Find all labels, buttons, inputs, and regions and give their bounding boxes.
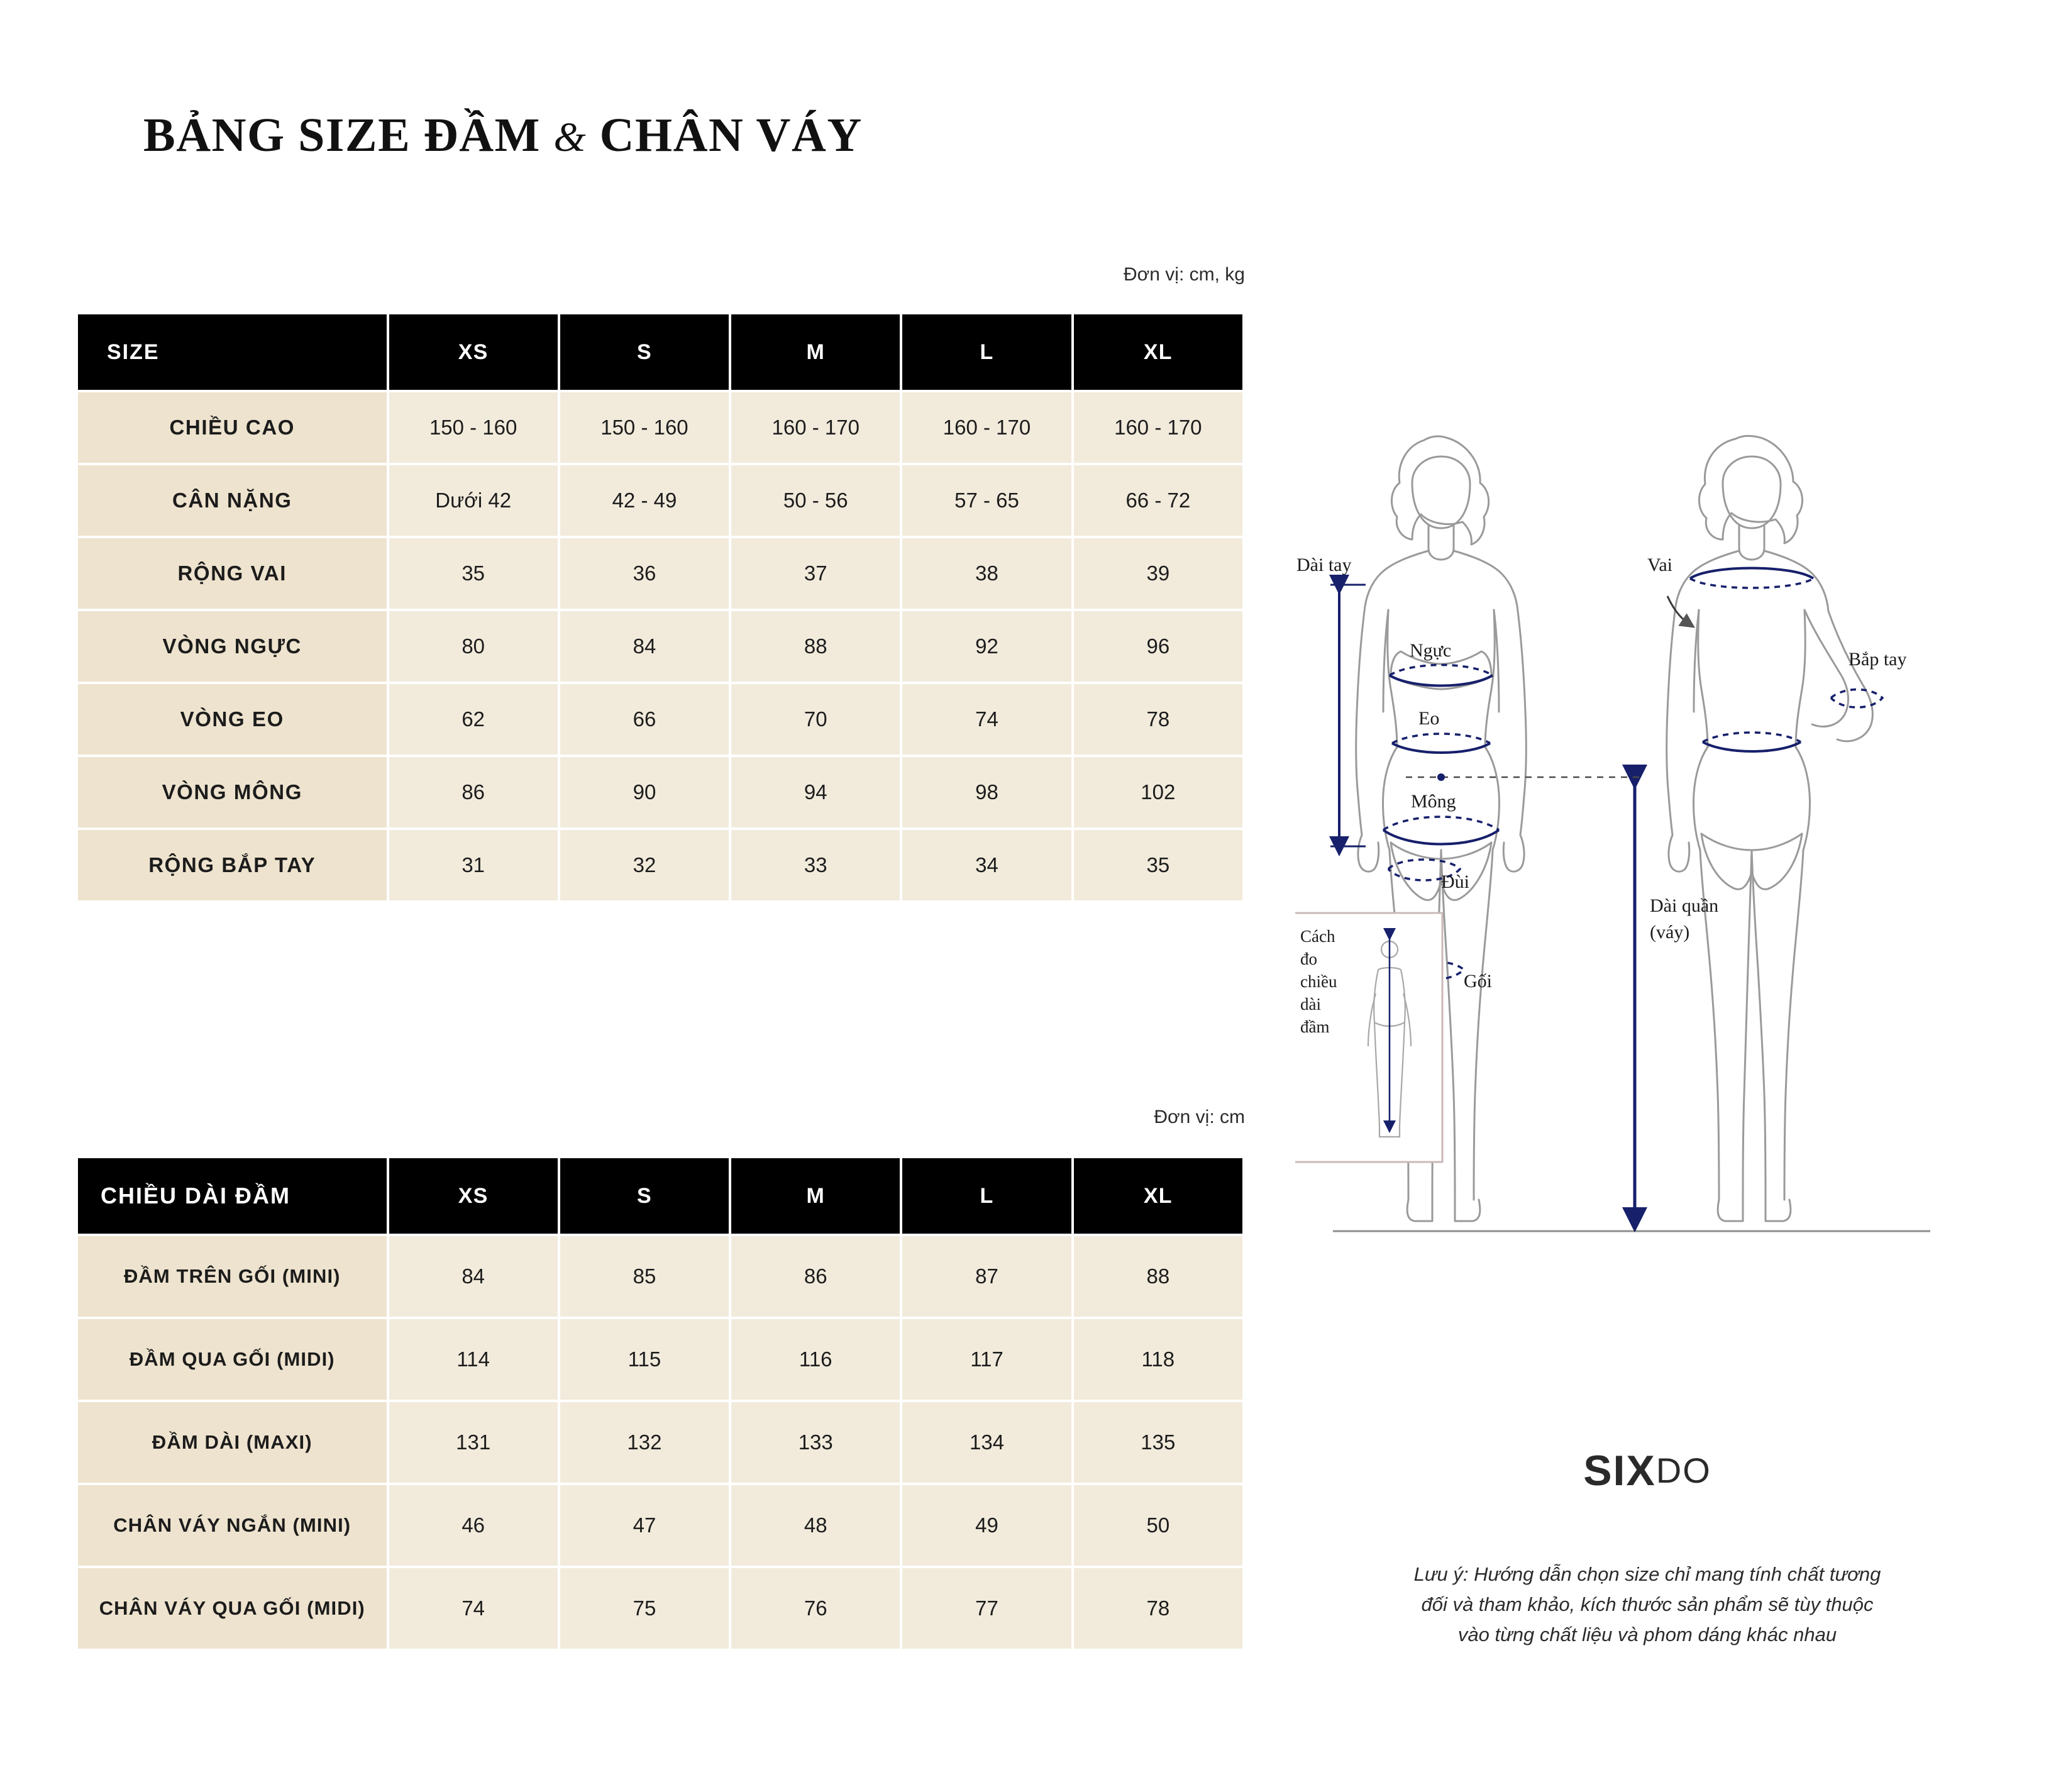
- label-bust: Ngực: [1410, 640, 1452, 661]
- cell-value: 116: [731, 1319, 900, 1400]
- cell-value: 32: [560, 830, 729, 900]
- page-title-ampersand: &: [553, 114, 587, 160]
- label-thigh: Đùi: [1441, 871, 1469, 892]
- cell-value: 88: [1074, 1236, 1242, 1317]
- cell-value: 49: [902, 1485, 1071, 1566]
- cell-value: 46: [389, 1485, 558, 1566]
- cell-value: 34: [902, 830, 1071, 900]
- column-header-l: L: [902, 314, 1071, 390]
- label-upper-arm: Bắp tay: [1849, 649, 1907, 670]
- cell-value: 92: [902, 611, 1071, 682]
- cell-value: 90: [560, 757, 729, 827]
- inset-line-3: chiều: [1300, 972, 1337, 991]
- cell-value: 134: [902, 1402, 1071, 1483]
- cell-value: 160 - 170: [902, 392, 1071, 463]
- cell-value: 88: [731, 611, 900, 682]
- row-label: RỘNG BẮP TAY: [78, 830, 387, 900]
- cell-value: 150 - 160: [389, 392, 558, 463]
- unit-caption-bottom: Đơn vị: cm: [1154, 1107, 1245, 1127]
- table-row: [78, 1568, 1242, 1649]
- row-label: CÂN NẶNG: [78, 465, 387, 536]
- inset-line-5: đầm: [1300, 1017, 1330, 1036]
- cell-value: 131: [389, 1402, 558, 1483]
- page-title-main: BẢNG SIZE ĐẦM: [143, 109, 541, 162]
- column-header-xl: XL: [1074, 1158, 1242, 1234]
- table-row: [78, 392, 1242, 463]
- table-row: [78, 611, 1242, 682]
- column-header-m: M: [731, 1158, 900, 1234]
- row-label: VÒNG MÔNG: [78, 757, 387, 827]
- page-title: [143, 108, 863, 163]
- column-header-s: S: [560, 314, 729, 390]
- column-header-s: S: [560, 1158, 729, 1234]
- cell-value: 115: [560, 1319, 729, 1400]
- row-label: CHÂN VÁY NGẮN (MINI): [78, 1485, 387, 1566]
- measurement-illustration: [1295, 402, 1999, 1421]
- row-label: ĐẦM TRÊN GỐI (MINI): [78, 1236, 387, 1317]
- cell-value: 132: [560, 1402, 729, 1483]
- cell-value: 150 - 160: [560, 392, 729, 463]
- cell-value: 96: [1074, 611, 1242, 682]
- column-header-xl: XL: [1074, 314, 1242, 390]
- cell-value: 86: [731, 1236, 900, 1317]
- cell-value: 76: [731, 1568, 900, 1649]
- cell-value: 74: [902, 684, 1071, 755]
- cell-value: 35: [389, 538, 558, 609]
- label-pant-length-2: (váy): [1650, 922, 1690, 943]
- cell-value: 86: [389, 757, 558, 827]
- cell-value: 117: [902, 1319, 1071, 1400]
- cell-value: 98: [902, 757, 1071, 827]
- cell-value: 37: [731, 538, 900, 609]
- cell-value: 35: [1074, 830, 1242, 900]
- table-row: [78, 830, 1242, 900]
- note-line-1: Lưu ý: Hướng dẫn chọn size chỉ mang tính chất tương: [1413, 1563, 1881, 1585]
- cell-value: 47: [560, 1485, 729, 1566]
- cell-value: 133: [731, 1402, 900, 1483]
- row-label: VÒNG NGỰC: [78, 611, 387, 682]
- table-row: [78, 465, 1242, 536]
- column-header-dress-length: CHIỀU DÀI ĐẦM: [78, 1158, 387, 1234]
- cell-value: 87: [902, 1236, 1071, 1317]
- table-body-measurements: [75, 312, 1245, 903]
- page-title-tail: CHÂN VÁY: [599, 109, 863, 162]
- row-label: CHIỀU CAO: [78, 392, 387, 463]
- cell-value: 135: [1074, 1402, 1242, 1483]
- cell-value: 84: [389, 1236, 558, 1317]
- cell-value: 62: [389, 684, 558, 755]
- inset-line-4: dài: [1300, 995, 1321, 1014]
- cell-value: 80: [389, 611, 558, 682]
- cell-value: 38: [902, 538, 1071, 609]
- note-line-3: vào từng chất liệu và phom dáng khác nhau: [1457, 1623, 1837, 1646]
- table-row: [78, 684, 1242, 755]
- cell-value: 31: [389, 830, 558, 900]
- table-header-row: [78, 314, 1242, 390]
- column-header-l: L: [902, 1158, 1071, 1234]
- cell-value: 70: [731, 684, 900, 755]
- cell-value: 85: [560, 1236, 729, 1317]
- cell-value: 66 - 72: [1074, 465, 1242, 536]
- label-sleeve-length: Dài tay: [1296, 555, 1352, 575]
- cell-value: 33: [731, 830, 900, 900]
- cell-value: 50: [1074, 1485, 1242, 1566]
- row-label: ĐẦM QUA GỐI (MIDI): [78, 1319, 387, 1400]
- row-label: RỘNG VAI: [78, 538, 387, 609]
- row-label: ĐẦM DÀI (MAXI): [78, 1402, 387, 1483]
- table-row: [78, 1402, 1242, 1483]
- cell-value: 75: [560, 1568, 729, 1649]
- inset-line-1: Cách: [1300, 927, 1335, 946]
- label-knee: Gối: [1464, 971, 1492, 992]
- table-row: [78, 538, 1242, 609]
- table-row: [78, 1319, 1242, 1400]
- cell-value: 118: [1074, 1319, 1242, 1400]
- cell-value: 57 - 65: [902, 465, 1071, 536]
- column-header-xs: XS: [389, 314, 558, 390]
- unit-caption-top: Đơn vị: cm, kg: [1123, 264, 1245, 285]
- cell-value: 77: [902, 1568, 1071, 1649]
- table-row: [78, 757, 1242, 827]
- row-label: VÒNG EO: [78, 684, 387, 755]
- cell-value: 102: [1074, 757, 1242, 827]
- cell-value: 39: [1074, 538, 1242, 609]
- cell-value: 160 - 170: [731, 392, 900, 463]
- cell-value: 84: [560, 611, 729, 682]
- disclaimer-note: [1320, 1559, 1974, 1650]
- cell-value: 78: [1074, 684, 1242, 755]
- cell-value: 48: [731, 1485, 900, 1566]
- cell-value: 50 - 56: [731, 465, 900, 536]
- cell-value: 114: [389, 1319, 558, 1400]
- note-line-2: đối và tham khảo, kích thước sản phẩm sẽ tùy thuộc: [1421, 1593, 1874, 1616]
- table-dress-length: [75, 1156, 1245, 1651]
- label-pant-length-1: Dài quần: [1650, 895, 1719, 916]
- row-label: CHÂN VÁY QUA GỐI (MIDI): [78, 1568, 387, 1649]
- cell-value: 78: [1074, 1568, 1242, 1649]
- label-hip: Mông: [1411, 791, 1456, 812]
- brand-part-2: DO: [1655, 1451, 1711, 1490]
- label-shoulder: Vai: [1647, 555, 1672, 575]
- table-header-row: [78, 1158, 1242, 1234]
- column-header-size: SIZE: [78, 314, 387, 390]
- column-header-xs: XS: [389, 1158, 558, 1234]
- brand-part-1: SIX: [1583, 1447, 1656, 1495]
- cell-value: 160 - 170: [1074, 392, 1242, 463]
- column-header-m: M: [731, 314, 900, 390]
- inset-line-2: đo: [1300, 949, 1317, 968]
- cell-value: 94: [731, 757, 900, 827]
- cell-value: 42 - 49: [560, 465, 729, 536]
- label-waist: Eo: [1418, 708, 1440, 729]
- cell-value: 66: [560, 684, 729, 755]
- brand-logo: [1295, 1446, 1999, 1495]
- cell-value: Dưới 42: [389, 465, 558, 536]
- cell-value: 36: [560, 538, 729, 609]
- table-row: [78, 1485, 1242, 1566]
- cell-value: 74: [389, 1568, 558, 1649]
- table-row: [78, 1236, 1242, 1317]
